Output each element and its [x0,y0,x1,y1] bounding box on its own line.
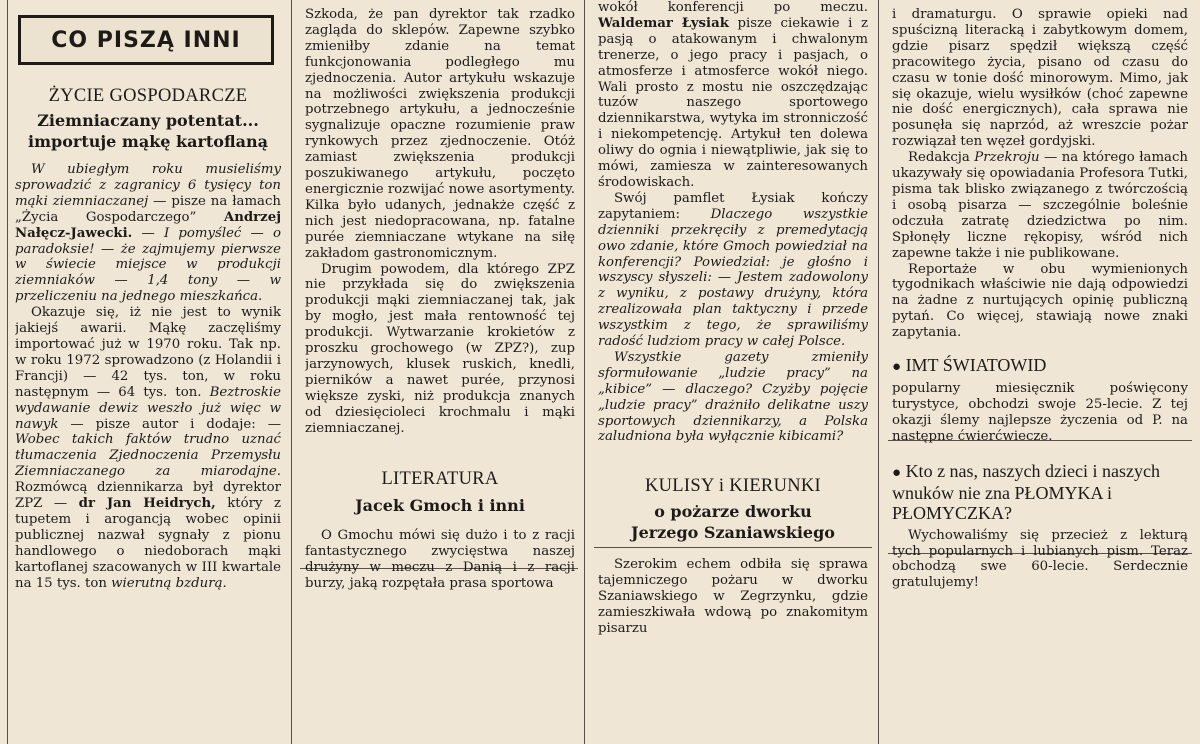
section-title-kulisy: KULISY i KIERUNKI [644,476,822,497]
paragraph [15,305,281,591]
headline-pozar-2: Jerzego Szaniawskiego [631,523,835,543]
text-span: pisze na łamach „Życia Gospodarczego” [15,193,281,225]
text-span: — I pomyśleć — o paradoksie! — że zajmujemy pierwsze w świecie miejsce w produkcji ziemniaków — 1,4 tony — w przeliczeniu na jednego mieszkańca. [15,225,281,305]
text-span: Dlaczego wszystkie dzienniki przekręciły z premedytacją owo zdanie, które Gmoch powiedział na konferencji? Powiedział: je głośno i wszyscy słyszeli: — Jestem zadowolony z wyniku, z postawy drużyny, która zrealizowała plan taktyczny i przede wszystkim z tego, że sprawiliśmy radość ludziom pracy w całej Polsce. [598,206,868,350]
badge-text: CO PISZĄ INNI [51,27,241,53]
text-span: — na którego łamach ukazywały się opowiadania Profesora Tutki, pisma tak blisko związanego z twórczością i osobą pisarza — szczególnie boleśnie odczuła zatratę dziedzictwa po nim. Spłonęły liczne rękopisy, wśród nich zapewne także i nie publikowane. [892,150,1188,261]
column-rule-3 [878,0,879,744]
headline-pozar-1: o pożarze dworku [654,502,812,522]
bullet-head-swiatowid [892,355,1188,377]
bullet-icon: ● [892,359,902,376]
text-span: Okazuje się, iż nie jest to wynik jakiejś awarii. Mąkę zaczęliśmy importować już w 1970 roku. Tak np. w roku 1972 sprowadzono (z Holandii i Francji) — 42 tys. ton, w roku następnym — 64 tys. ton. [15,305,281,400]
text-span: W ubiegłym roku musieliśmy sprowadzić z zagranicy 6 tysięcy ton mąki ziemniaczanej — [15,162,281,209]
person-name: dr Jan Heidrych, [78,496,216,512]
text-span: wokół konferencji po meczu. [598,0,868,15]
section-title-literatura: LITERATURA [381,469,499,490]
author-name: Andrzej Nałęcz-Jawecki. [15,209,281,241]
text-span: Beztroskie wydawanie dewiz weszło już więc w nawyk [15,384,281,432]
paragraph: popularny miesięcznik poświęcony turystyce, obchodzi swoje 25-lecie. Z tej okazji ślemy najlepsze życzenia od P. na następne ćwierćwiecze. [892,381,1188,444]
text-span: — pisze autor i dodaje: — [58,416,281,432]
paragraph: O Gmochu mówi się dużo i to z racji fantastycznego zwycięstwa naszej drużyny w meczu z Danią i z racji burzy, jaką rozpętała prasa sportowa [305,528,575,592]
text-span: pisze ciekawie i z pasją o atakowanym i chwalonym trenerze, o jego pracy i pasjach, o atmosferze i atmosferce wokół niego. Wali prosto z mostu nie oszczędzając tuzów naszego sportowego dziennikarstwa, wytyka im stronniczość i niekompetencję. Artykuł ten dolewa oliwy do ognia i niewątpliwie, jak się to mówi, zamiesza w zainteresowanych środowiskach. [598,15,868,190]
section-title-zycie: ŻYCIE GOSPODARCZE [48,86,248,106]
paragraph: i dramaturgu. O sprawie opieki nad spuścizną literacką i zabytkowym domem, gdzie pisarz spędził większą część pracowitego życia, pisano od czasu do czasu w tonie dość minorowym. Mimo, jak się okazuje, wielu wysiłków (choć zapewne nie dość energicznych), cała sprawa nie posunęła się naprzód, aż wreszcie pożar rozwiązał ten węzeł gordyjski. [892,7,1188,150]
paragraph: Reportaże w obu wymienionych tygodnikach właściwie nie dają odpowiedzi na żadne z nurtujących opinię publiczną pytań. Co więcej, stawiają nowe znaki zapytania. [892,261,1188,341]
text-span: wierutną bzdurą. [111,575,227,591]
column-badge [18,15,274,65]
bullet-title: Kto z nas, naszych dzieci i naszych wnuków nie zna PŁOMYKA i PŁOMYCZKA? [892,460,1160,523]
column-2 [305,7,575,744]
headline-potentat-2: importuje mąkę kartoflaną [28,132,268,151]
bullet-head-plomyk [892,461,1188,523]
column-rule-1 [291,0,292,744]
headline-gmoch: Jacek Gmoch i inni [355,496,525,516]
column-1 [15,85,281,744]
paragraph: Wychowaliśmy się przecież z lekturą tych popularnych i lubianych pism. Teraz obchodzą swe 60-lecie. Serdecznie gratulujemy! [892,527,1188,591]
headline-potentat-1: Ziemniaczany potentat... [37,111,259,130]
text-span: Swój pamflet Łysiak kończy zapytaniem: [598,190,868,222]
bullet-title: IMT ŚWIATOWID [905,355,1047,376]
author-name: Waldemar Łysiak [598,15,729,31]
column-rule-2 [584,0,585,744]
paragraph: Drugim powodem, dla którego ZPZ nie przykłada się do zwiększenia produkcji mąki ziemniaczanej tak, jak by mogło, jest mała rentowność tej produkcji. Wytwarzanie krokietów z proszku grochowego (w ZPZ?), zup jarzynowych, klusek ruskich, knedli, pierników a nawet purée, przynosi większe zyski, niż produkcja znanych od dziesięcioleci krochmalu i mąki ziemniaczanej. [305,261,575,436]
paragraph [892,150,1188,261]
text-span: Wobec takich faktów trudno uznać tłumaczenia Zjednoczenia Przemysłu Ziemniaczanego za miarodajne. [15,432,281,480]
paragraph: Szkoda, że pan dyrektor tak rzadko zagląda do sklepów. Zapewne szybko zmieniłby zdanie na temat funkcjonowania podległego mu zjednoczenia. Autor artykułu wskazuje na możliwości zwiększenia produkcji potrzebnego artykułu, a jednocześnie sygnalizuje opaczne rozumienie praw rynkowych przez zjednoczenie. Otóż zamiast zwiększenia produkcji poszukiwanego artykułu, poczęto energicznie rozwijać nowe asortymenty. Kilka było udanych, jednakże część z nich jest niedopracowana, np. fatalne purée ziemniaczane wtykane na siłę zakładom gastronomicznym. [305,7,575,261]
paragraph [598,191,868,350]
paragraph: Wszystkie gazety zmieniły sformułowanie „ludzie pracy” na „kibice” — dlaczego? Czyżby pojęcie „ludzie pracy” drażniło delikatne uszy sportowych dziennikarzy, a Polska zaludniona była wyłącznie kibicami? [598,349,868,445]
text-span: Redakcja [907,150,975,166]
paragraph: Szerokim echem odbiła się sprawa tajemniczego pożaru w dworku Szaniawskiego w Zegrzynku, gdzie zamieszkiwała wdową po znakomitym pisarzu [598,557,868,636]
paragraph [598,0,868,191]
text-span: który z tupetem i arogancją wobec opinii publicznej nazwał sygnały z pionu handlowego o niedoborach mąki kartoflanej szacowanych w III kwartale na 15 tys. ton [15,496,281,591]
text-span: Rozmówcą dziennikarza był dyrektor ZPZ — [15,480,281,512]
column-rule-left [7,0,8,744]
magazine-name: Przekroju [974,150,1040,166]
bullet-icon: ● [892,464,902,481]
column-4 [892,7,1188,744]
column-3 [598,0,868,744]
paragraph [15,162,281,305]
